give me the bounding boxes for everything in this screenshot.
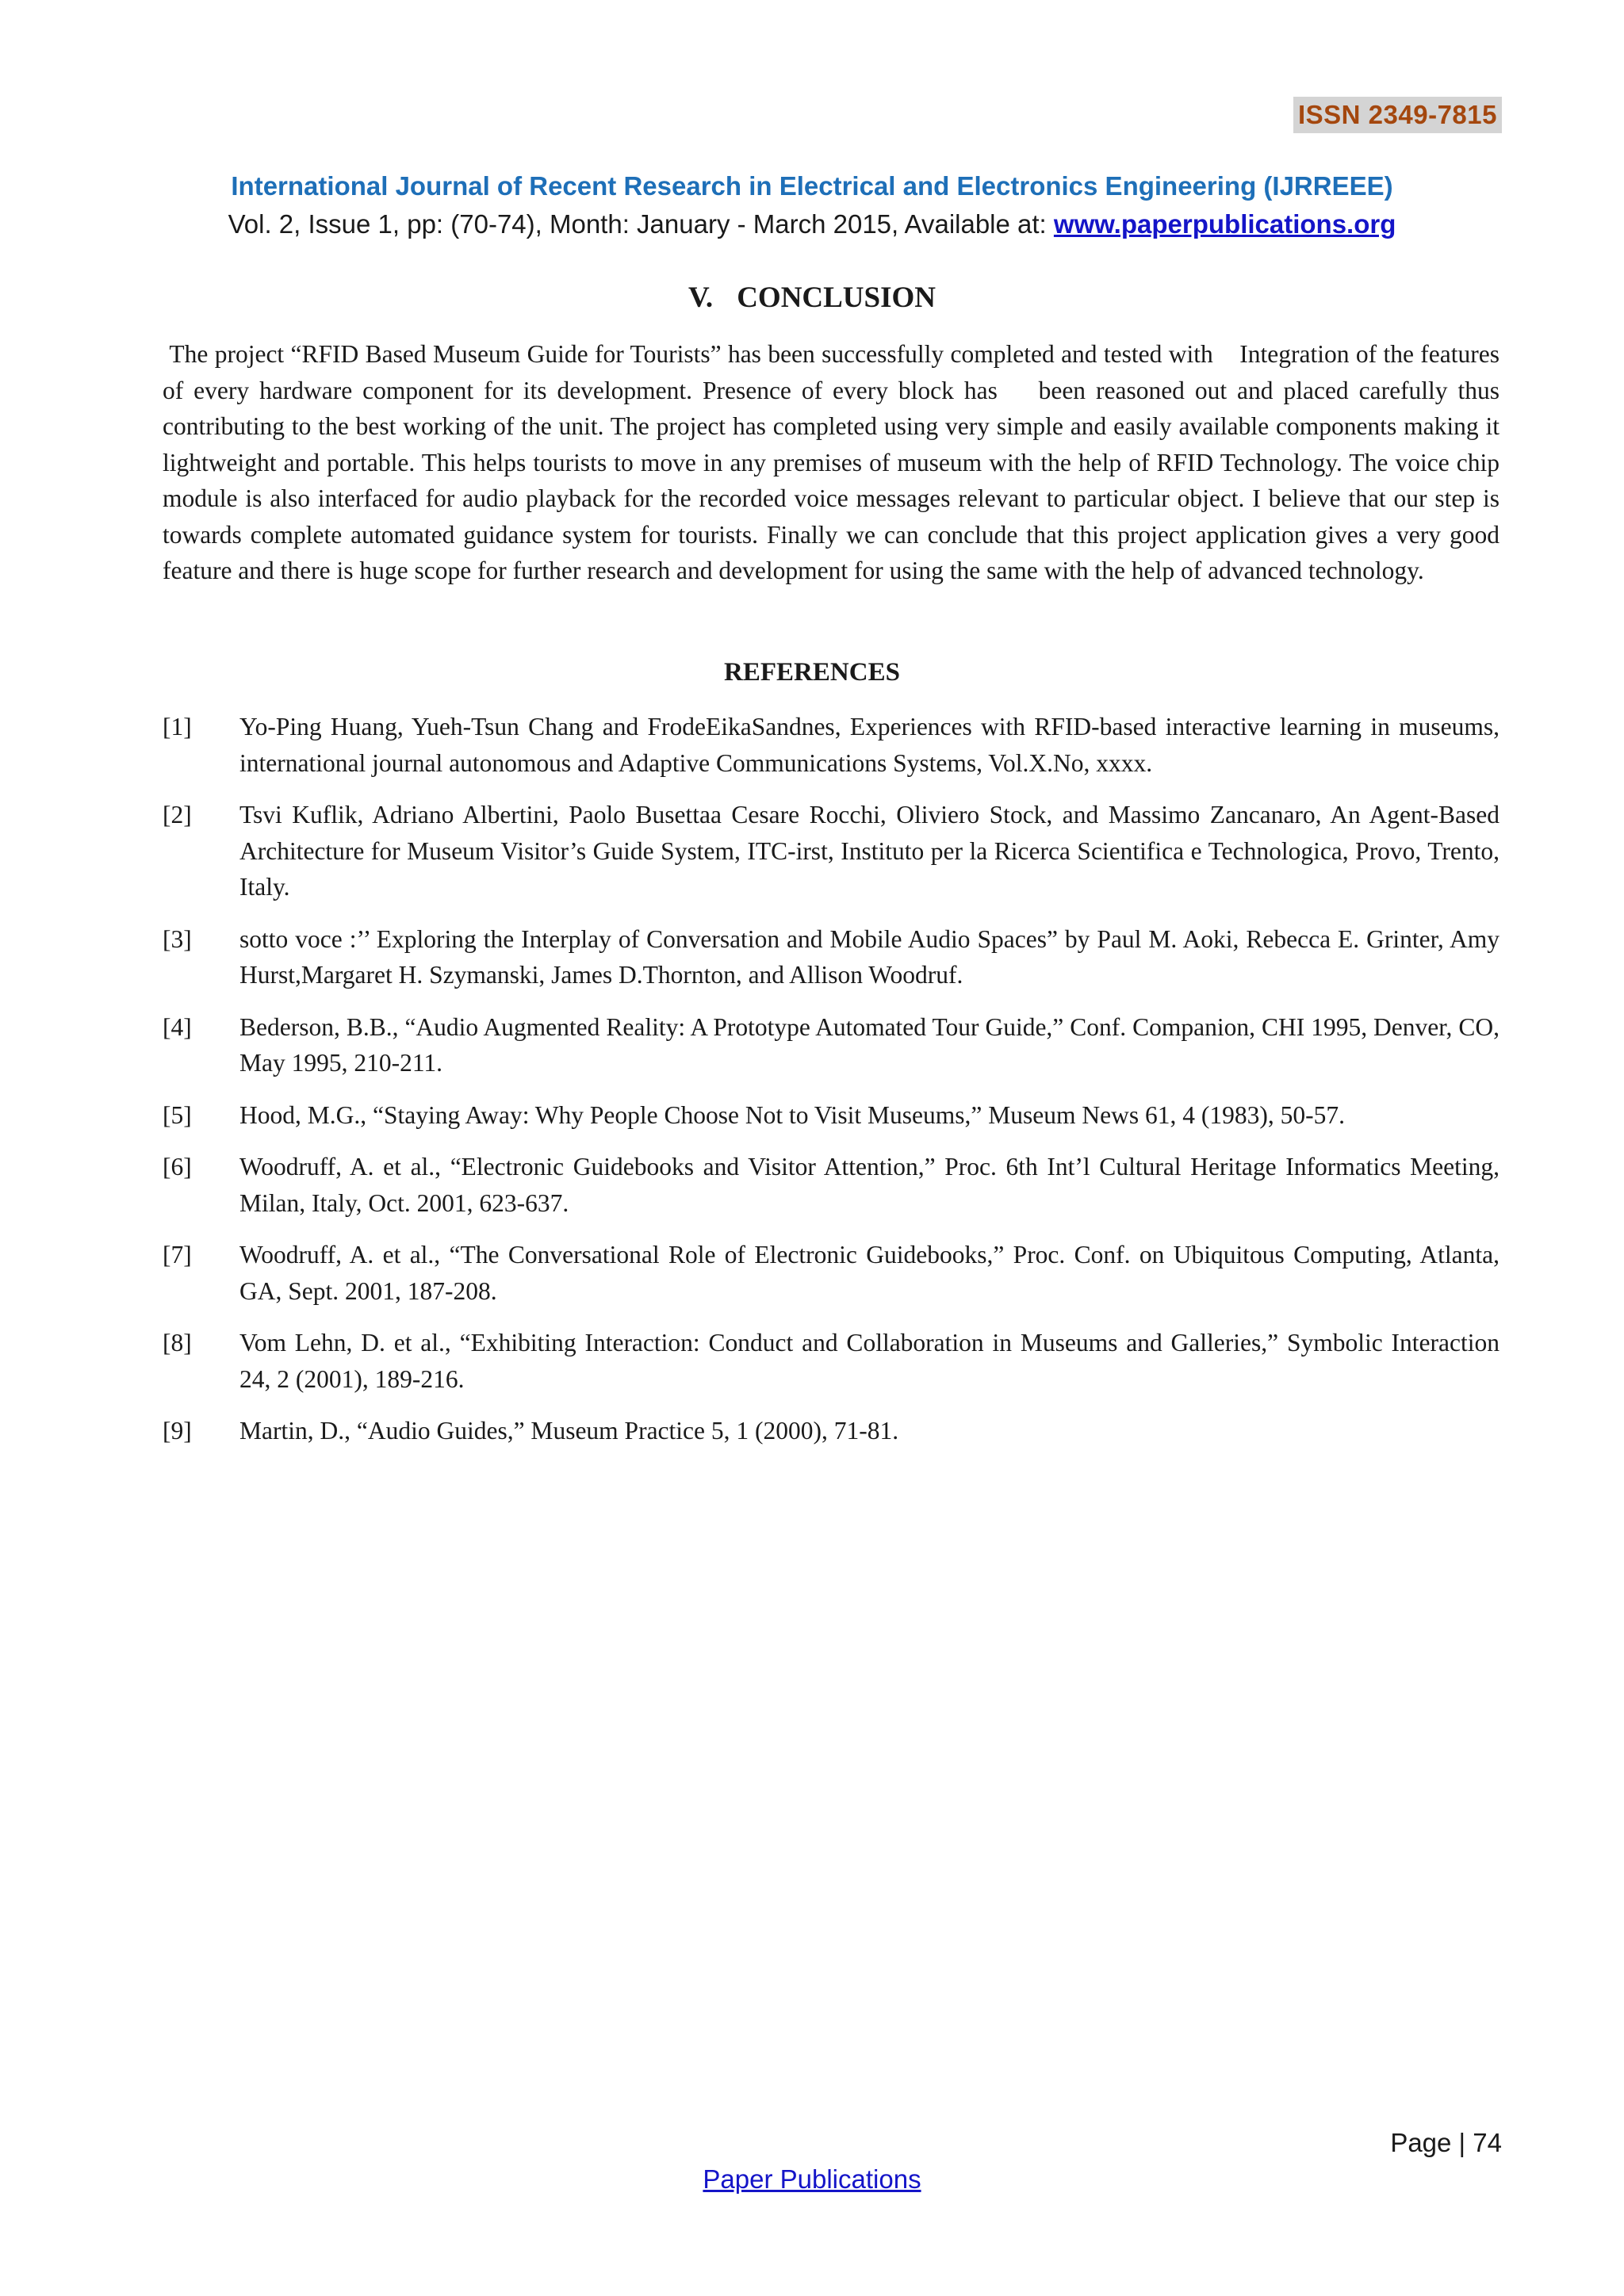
- reference-number: [4]: [163, 1012, 192, 1041]
- reference-number: [1]: [163, 713, 192, 740]
- reference-text: Tsvi Kuflik, Adriano Albertini, Paolo Busettaa Cesare Rocchi, Oliviero Stock, and Massimo Zancanaro, An Agent-Based Architecture for Museum Visitor’s Guide System, ITC-irst, Instituto per la Ricerca Scientifica e Technologica, Provo, Trento, Italy.: [239, 801, 1500, 901]
- reference-number: [5]: [163, 1100, 192, 1129]
- reference-text: Hood, M.G., “Staying Away: Why People Choose Not to Visit Museums,” Museum News 61, 4 (1983), 50-57.: [239, 1100, 1345, 1129]
- reference-number: [7]: [163, 1241, 192, 1269]
- references-heading: REFERENCES: [724, 658, 900, 687]
- footer: [0, 2164, 1624, 2195]
- reference-number: [3]: [163, 924, 192, 953]
- section-number: V.: [688, 281, 714, 314]
- reference-text: Yo-Ping Huang, Yueh-Tsun Chang and FrodeEikaSandnes, Experiences with RFID-based interactive learning in museums, international journal autonomous and Adaptive Communications Systems, Vol.X.No, xxxx.: [239, 713, 1500, 777]
- reference-item: [163, 709, 1500, 781]
- reference-item: [163, 797, 1500, 905]
- reference-item: [163, 1237, 1500, 1309]
- reference-number: [6]: [163, 1153, 192, 1181]
- journal-info: [0, 209, 1624, 239]
- journal-url-link[interactable]: www.paperpublications.org: [1053, 209, 1396, 239]
- reference-item: [163, 1413, 1500, 1449]
- reference-number: [8]: [163, 1329, 192, 1357]
- reference-text: Vom Lehn, D. et al., “Exhibiting Interaction: Conduct and Collaboration in Museums and Galleries,” Symbolic Interaction 24, 2 (2001), 189-216.: [239, 1329, 1500, 1393]
- reference-item: [163, 921, 1500, 993]
- page-number: Page | 74: [1390, 2128, 1502, 2157]
- reference-text: sotto voce :’’ Exploring the Interplay of Conversation and Mobile Audio Spaces” by Paul M. Aoki, Rebecca E. Grinter, Amy Hurst,Margaret H. Szymanski, James D.Thornton, and Allison Woodruf.: [239, 924, 1500, 989]
- publisher-link[interactable]: Paper Publications: [703, 2164, 921, 2194]
- reference-number: [9]: [163, 1417, 192, 1445]
- reference-item: [163, 1009, 1500, 1081]
- reference-list: [163, 709, 1500, 1465]
- conclusion-paragraph: The project “RFID Based Museum Guide for Tourists” has been successfully completed and tested with Integration of the features of every hardware component for its development. Presence of every block has been reasoned out and placed carefully thus contributing to the best working of the unit. The project has completed using very simple and easily available components making it lightweight and portable. This helps tourists to move in any premises of museum with the help of RFID Technology. The voice chip module is also interfaced for audio playback for the recorded voice messages relevant to particular object. I believe that our step is towards complete automated guidance system for tourists. Finally we can conclude that this project application gives a very good feature and there is huge scope for further research and development for using the same with the help of advanced technology.: [163, 340, 1506, 584]
- reference-text: Martin, D., “Audio Guides,” Museum Practice 5, 1 (2000), 71-81.: [239, 1417, 899, 1445]
- reference-text: Woodruff, A. et al., “Electronic Guidebooks and Visitor Attention,” Proc. 6th Int’l Cultural Heritage Informatics Meeting, Milan, Italy, Oct. 2001, 623-637.: [239, 1153, 1500, 1217]
- reference-item: [163, 1097, 1500, 1134]
- reference-text: Woodruff, A. et al., “The Conversational Role of Electronic Guidebooks,” Proc. Conf. on Ubiquitous Computing, Atlanta, GA, Sept. 2001, 187-208.: [239, 1241, 1500, 1305]
- reference-number: [2]: [163, 801, 192, 828]
- section-title: CONCLUSION: [737, 281, 936, 314]
- journal-info-text: Vol. 2, Issue 1, pp: (70-74), Month: January - March 2015, Available at:: [228, 209, 1054, 239]
- conclusion-heading: [0, 281, 1624, 315]
- reference-item: [163, 1325, 1500, 1397]
- issn-badge: ISSN 2349-7815: [1293, 97, 1502, 133]
- reference-item: [163, 1149, 1500, 1221]
- journal-title: International Journal of Recent Research in Electrical and Electronics Engineering (IJRREEE): [231, 171, 1393, 201]
- reference-text: Bederson, B.B., “Audio Augmented Reality: A Prototype Automated Tour Guide,” Conf. Companion, CHI 1995, Denver, CO, May 1995, 210-211.: [239, 1012, 1500, 1077]
